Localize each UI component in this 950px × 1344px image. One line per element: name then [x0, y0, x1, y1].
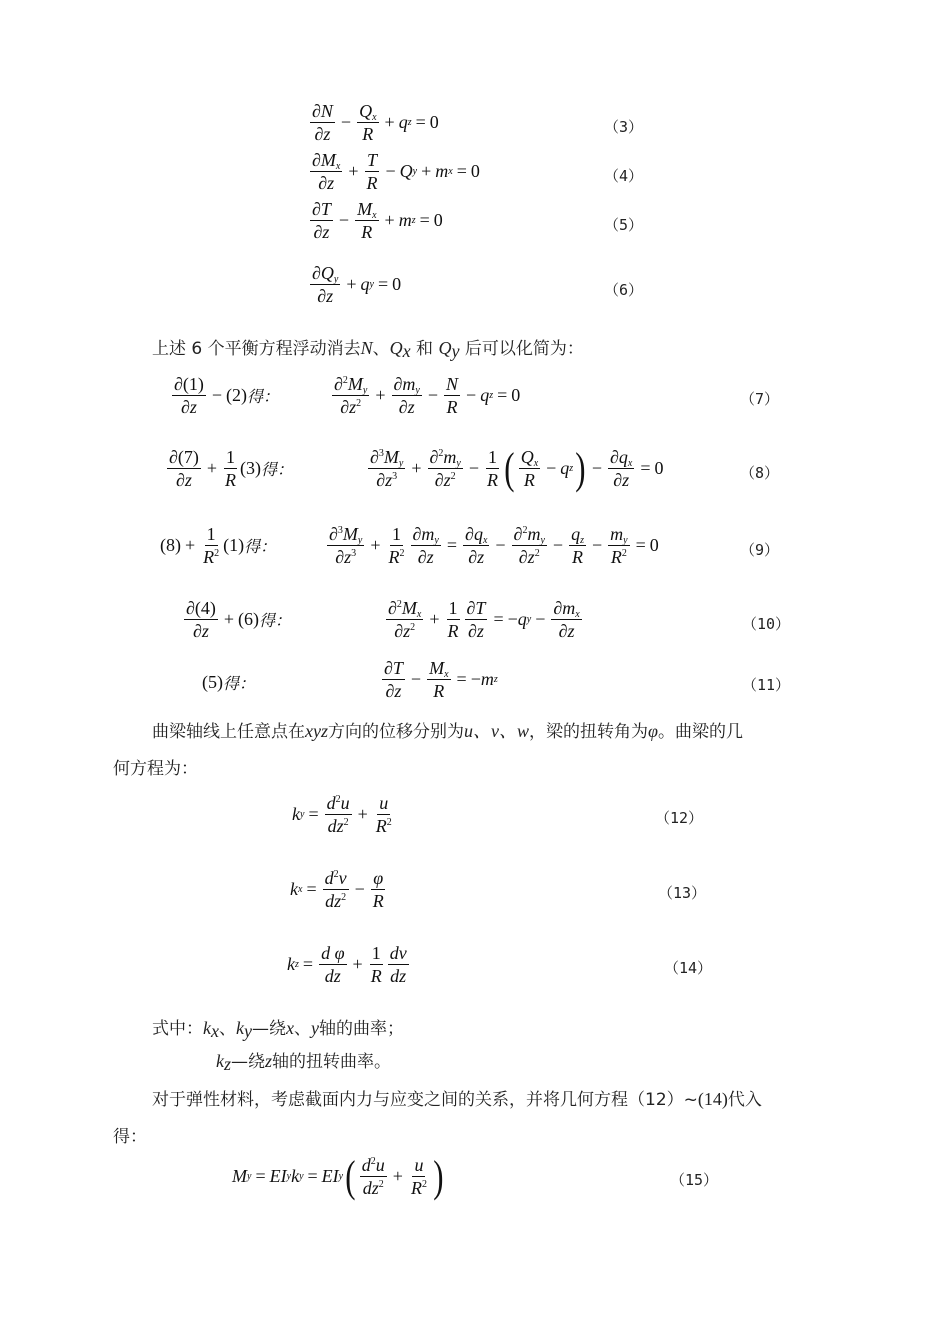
paragraph-displacement: 曲梁轴线上任意点在xyz方向的位移分别为u、v、w，梁的扭转角为φ。曲梁的几	[152, 721, 743, 742]
equation-5: $\frac{\partial T}{\partial z}$ − $\frac{M_x}{R}$ + m z = 0	[312, 199, 443, 242]
equation-number: （14）	[664, 959, 713, 977]
equation-15: M y = EI y k y = EI y ( $\frac{d^2u}{dz^2}$ + $\frac{u}{R^2}$ )	[232, 1151, 444, 1201]
paragraph-where-1: 式中：$k_x$、$k_y—$绕x、y轴的曲率；	[152, 1018, 404, 1041]
equation-12: k y = $\frac{d^2u}{dz^2}$ + $\frac{u}{R^2}$	[292, 793, 392, 836]
equation-7: $\frac{\partial^2M_y}{\partial z^2}$ + $\frac{\partial m_y}{\partial z}$ − $\frac{N}{R}$ − q z = 0	[334, 374, 521, 417]
equation-number: （15）	[670, 1171, 719, 1189]
equation-9: $\frac{\partial^3M_y}{\partial z^3}$ + $\frac{1}{R^2}$ $\frac{\partial m_y}{\partial z}$ = $\frac{\partial q_x}{\partial z}$ − $\frac{\partial^2m_y}{\partial z^2}$ − $\frac{q_z}{R}$ − $\frac{m_y}{R^2}$ = 0	[329, 524, 659, 567]
derivation-label-8: $\frac{\partial(7)}{\partial z}$ + $\frac{1}{R}$ (3) 得：	[169, 447, 294, 490]
equation-3: $\frac{\partial N}{\partial z}$ − $\frac{Q_x}{R}$ + q z = 0	[312, 101, 439, 144]
paragraph-simplify: 上述 6 个平衡方程浮动消去N、$Q_x$ 和 $Q_y$ 后可以化简为：	[152, 338, 584, 361]
equation-number: （10）	[742, 615, 791, 633]
equation-8: $\frac{\partial^3M_y}{\partial z^3}$ + $\frac{\partial^2m_y}{\partial z^2}$ − $\frac{1}{R}$ ( $\frac{Q_x}{R}$ − q z ) − $\frac{\partial q_x}{\partial z}$ = 0	[370, 443, 664, 493]
equation-number: （9）	[740, 541, 780, 559]
paragraph-where-2: $k_z—$绕z轴的扭转曲率。	[216, 1051, 392, 1074]
paragraph-elastic: 对于弹性材料，考虑截面内力与应变之间的关系，并将几何方程（12）~(14)代入	[152, 1089, 762, 1110]
equation-number: （12）	[655, 809, 704, 827]
derivation-label-7: $\frac{\partial(1)}{\partial z}$ − (2) 得：	[174, 374, 280, 417]
equation-number: （13）	[658, 884, 707, 902]
equation-number: （5）	[604, 216, 644, 234]
equation-6: $\frac{\partial Q_y}{\partial z}$ + q y = 0	[312, 263, 402, 306]
equation-11: $\frac{\partial T}{\partial z}$ − $\frac{M_x}{R}$ = − m z	[384, 658, 498, 701]
equation-number: （3）	[604, 118, 644, 136]
equation-number: （8）	[740, 464, 780, 482]
equation-10: $\frac{\partial^2M_x}{\partial z^2}$ + $\frac{1}{R}$ $\frac{\partial T}{\partial z}$ = − q y − $\frac{\partial m_x}{\partial z}$	[388, 598, 580, 641]
paragraph-displacement-cont: 何方程为：	[113, 759, 198, 779]
equation-4: $\frac{\partial M_x}{\partial z}$ + $\frac{T}{R}$ − Q y + m x = 0	[312, 150, 480, 193]
equation-number: （11）	[742, 676, 791, 694]
paragraph-elastic-cont: 得：	[113, 1127, 147, 1147]
derivation-label-10: $\frac{\partial(4)}{\partial z}$ + (6) 得：	[186, 598, 292, 641]
equation-number: （6）	[604, 281, 644, 299]
equation-number: （7）	[740, 390, 780, 408]
equation-number: （4）	[604, 167, 644, 185]
derivation-label-11: (5) 得：	[202, 672, 256, 693]
equation-14: k z = $\frac{\text{d φ}}{dz}$ + $\frac{1}{R}$ $\frac{dv}{dz}$	[287, 943, 407, 986]
derivation-label-9: (8) + $\frac{1}{R^2}$ (1) 得：	[160, 524, 277, 567]
equation-13: k x = $\frac{d^2v}{dz^2}$ − $\frac{\varphi}{R}$	[290, 868, 384, 911]
